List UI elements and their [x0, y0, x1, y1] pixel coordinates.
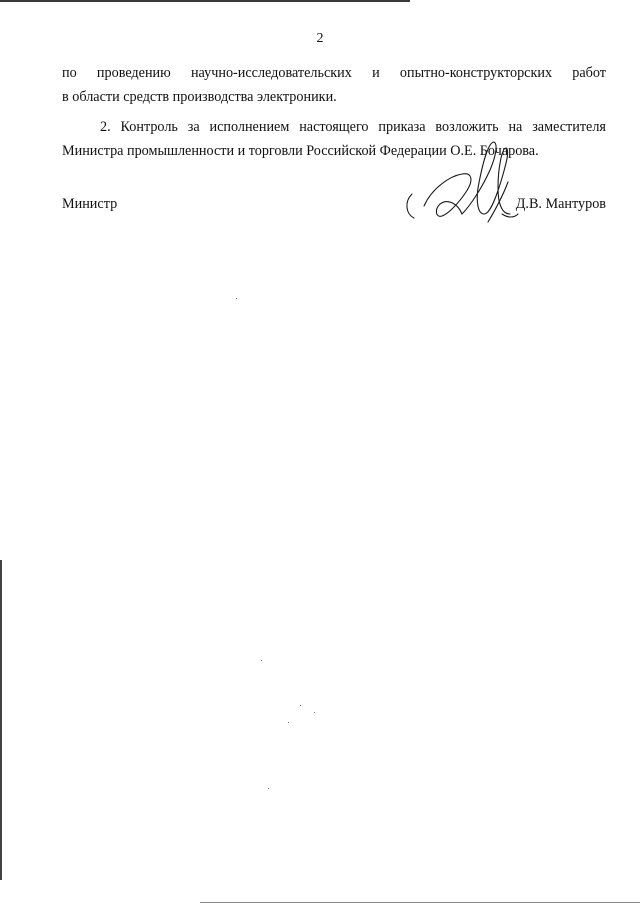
scan-speck: [314, 712, 315, 713]
page-number: 2: [316, 31, 324, 46]
body-line-2: в области средств производства электроники.: [62, 89, 337, 105]
word: заместителя: [532, 119, 606, 135]
scan-speck: [288, 722, 289, 723]
scan-edge-top: [0, 0, 410, 2]
signatory-name: Д.В. Мантуров: [515, 196, 606, 212]
word: приказа: [378, 119, 426, 135]
scan-edge-left: [0, 560, 2, 880]
body-line-4: Министра промышленности и торговли Российской Федерации О.Е. Бочарова.: [62, 143, 539, 159]
word: настоящего: [299, 119, 369, 135]
word: 2.: [100, 119, 111, 135]
scan-edge-bottom: [200, 902, 640, 903]
word: Контроль: [120, 119, 178, 135]
word: возложить: [435, 119, 499, 135]
word: по: [62, 65, 77, 81]
word: опытно-конструкторских: [399, 65, 553, 81]
scan-speck: [268, 788, 269, 789]
word: исполнением: [209, 119, 290, 135]
word: за: [187, 119, 200, 135]
scan-speck: [261, 660, 262, 661]
body-line-1: [62, 62, 606, 85]
scan-speck: [236, 298, 237, 299]
word: научно-исследовательских: [190, 65, 352, 81]
word: проведению: [96, 65, 171, 81]
signatory-title: Министр: [62, 196, 118, 212]
scan-speck: [300, 705, 301, 706]
word: работ: [572, 65, 606, 81]
handwritten-signature: [398, 118, 538, 228]
word: на: [508, 119, 523, 135]
word: и: [372, 65, 380, 81]
